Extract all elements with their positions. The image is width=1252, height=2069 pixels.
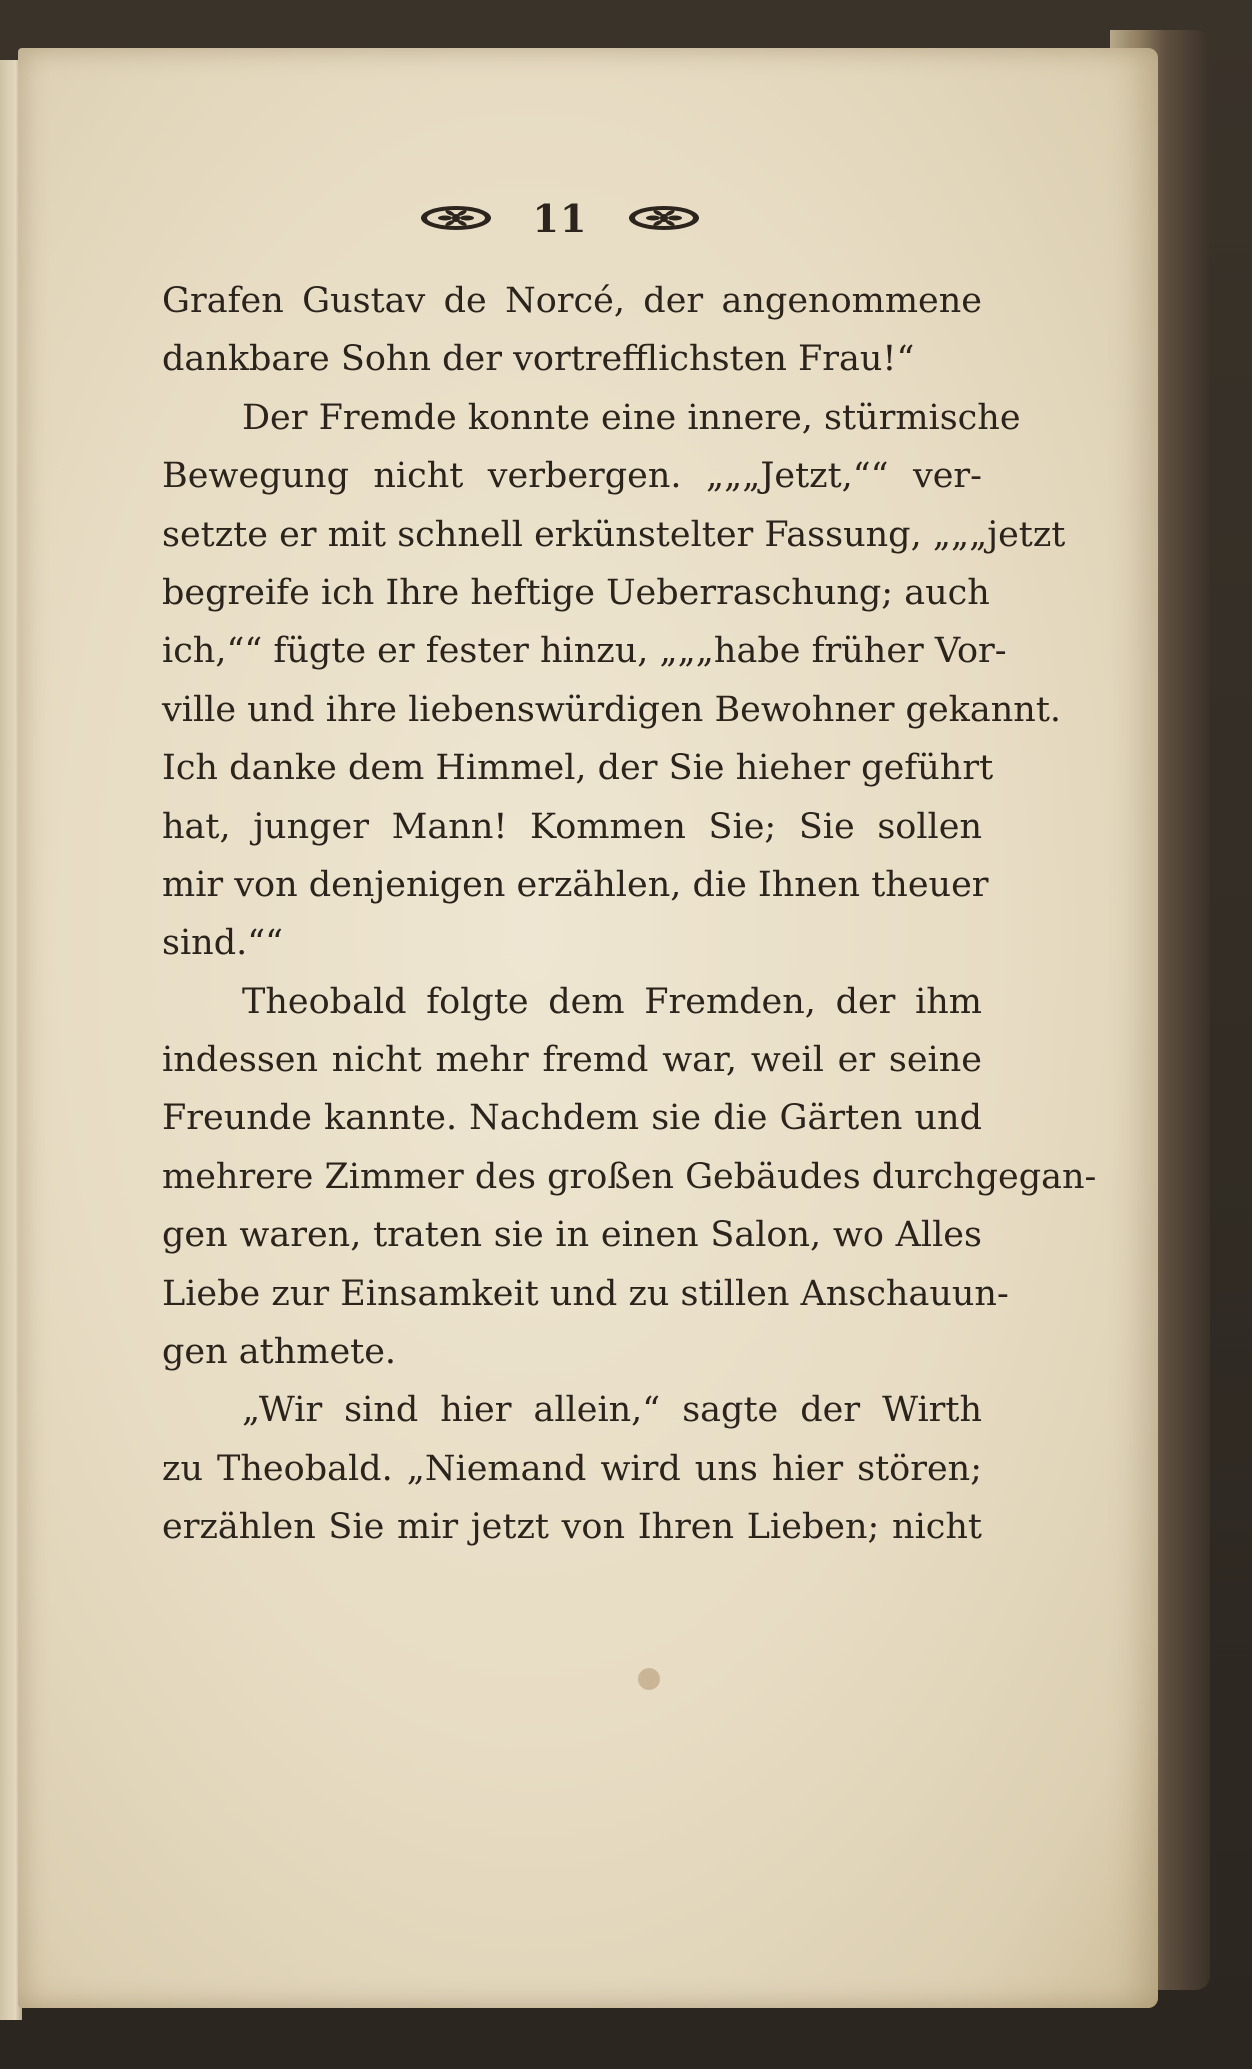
- text-line: Grafen Gustav de Norcé, der angenommene: [162, 281, 982, 321]
- text-line: Freunde kannte. Nachdem sie die Gärten und: [162, 1098, 982, 1139]
- right-ornament-icon: [627, 203, 701, 233]
- page-number: 11: [532, 195, 588, 241]
- text-line: sind.““: [162, 923, 284, 964]
- text-line: zu Theobald. „Niemand wird uns hier stören;: [162, 1448, 982, 1489]
- body-text: [162, 272, 1097, 1557]
- text-line: begreife ich Ihre heftige Ueberraschung; auch: [162, 572, 990, 613]
- text-line: Liebe zur Einsamkeit und zu stillen Anschauun-: [162, 1273, 1009, 1314]
- paper-stain: [638, 1668, 660, 1690]
- text-line: mehrere Zimmer des großen Gebäudes durchgegan-: [162, 1156, 1097, 1197]
- text-line: indessen nicht mehr fremd war, weil er seine: [162, 1040, 982, 1081]
- text-line: ville und ihre liebenswürdigen Bewohner gekannt.: [162, 689, 1062, 730]
- left-ornament-icon: [419, 203, 493, 233]
- text-line: erzählen Sie mir jetzt von Ihren Lieben; nicht: [162, 1507, 982, 1548]
- text-line: setzte er mit schnell erkünstelter Fassung, „„„jetzt: [162, 514, 1066, 555]
- text-line: hat, junger Mann! Kommen Sie; Sie sollen: [162, 806, 982, 847]
- text-line: dankbare Sohn der vortrefflichsten Frau!“: [162, 339, 915, 380]
- page-header: [400, 190, 720, 246]
- text-line: Ich danke dem Himmel, der Sie hieher geführt: [162, 748, 994, 789]
- text-line: „Wir sind hier allein,“ sagte der Wirth: [242, 1390, 982, 1431]
- text-line: Bewegung nicht verbergen. „„„Jetzt,““ ver-: [162, 456, 982, 497]
- text-line: ich,““ fügte er fester hinzu, „„„habe früher Vor-: [162, 631, 1007, 672]
- text-line: Theobald folgte dem Fremden, der ihm: [242, 981, 982, 1022]
- text-line: Der Fremde konnte eine innere, stürmische: [242, 397, 1021, 438]
- text-line: mir von denjenigen erzählen, die Ihnen theuer: [162, 864, 989, 905]
- text-line: gen waren, traten sie in einen Salon, wo Alles: [162, 1215, 982, 1256]
- text-line: gen athmete.: [162, 1332, 397, 1373]
